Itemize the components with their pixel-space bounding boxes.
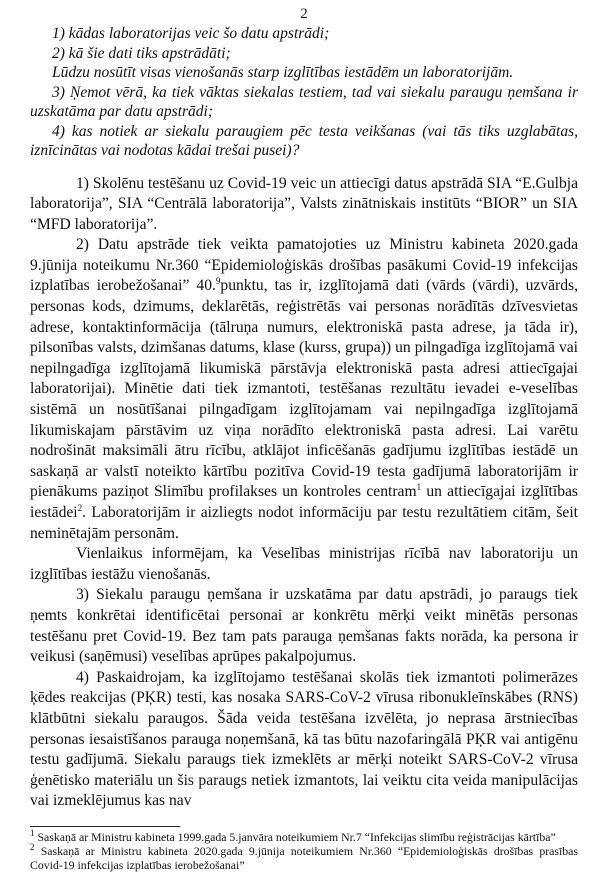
answer-body xyxy=(30,174,578,812)
question-4: 4) kas notiek ar siekalu paraugiem pēc testa veikšanas (vai tās tiks uzglabātas, iznīcinātas vai nodotas kādai trešai pusei)? xyxy=(30,122,578,159)
question-3: 3) Ņemot vērā, ka tiek vāktas siekalas testiem, tad vai siekalu paraugu ņemšana ir uzskatāma par datu apstrādi; xyxy=(30,83,578,120)
answer-2-part-b: punktu, tas ir, izglītojamā dati (vārds (vārdi), uzvārds, personas kods, dzimums, deklarētās, reģistrētās vai personas norādītās dzīvesvietas adrese, kontaktinformācija (tālruņa numurs, elektroniskā pasta adrese, ja tāda ir), pilsonības valsts, dzimšanas datums, klase (kurss, grupa)) un pilngadīga izglītojamā vai nepilngadīga izglītojamā likumiskā pārstāvja elektroniskā pasta adresi attiecīgajai laboratorijai). Minētie dati tiek izmantoti, testēšanas rezultātu ievadei e-veselības sistēmā un nosūtīšanai pilngadīgam izglītojamam vai nepilngadīga izglītojamā likumiskajam pārstāvim uz viņa norādīto elektroniskā pasta adresi. Lai varētu nodrošināt maksimāli ātru rīcību, atklājot inficēšanās gadījumu izglītības iestādē un saskaņā ar valstī noteikto kārtību pozitīva Covid-19 testa gadījumā laboratorijām ir pienākums paziņot Slimību profilakses un kontroles centram xyxy=(30,277,578,501)
footnote-ref-1: 1 xyxy=(416,482,422,493)
footnote-1-text: Saskaņā ar Ministru kabineta 1999.gada 5.janvāra noteikumiem Nr.7 “Infekcijas slimību reģistrācijas kārtība” xyxy=(34,829,556,844)
superscript-9: 9 xyxy=(215,276,221,287)
footnote-2-mark: 2 xyxy=(30,841,35,852)
footnote-2 xyxy=(30,841,578,872)
footnote-2-text: Saskaņā ar Ministru kabineta 2020.gada 9.jūnija noteikumiem Nr.360 “Epidemioloģiskās drošības prasības Covid-19 infekcijas izplatības ierobežošanai” xyxy=(30,843,578,872)
answer-paragraph-1: 1) Skolēnu testēšanu uz Covid-19 veic un attiecīgi datus apstrādā SIA “E.Gulbja laboratorija”, SIA “Centrālā laboratorija”, Valsts zinātniskais institūts “BIOR” un SIA “MFD laboratorija”. xyxy=(30,174,578,233)
answer-paragraph-4: 4) Paskaidrojam, ka izglītojamo testēšanai skolās tiek izmantoti polimerāzes ķēdes reakcijas (PĶR) testi, kas nosaka SARS-CoV-2 vīrusa ribonukleīnskābes (RNS) klātbūtni siekalu paraugos. Šāda veida testēšana izvēlēta, jo neprasa ārstniecības personas iesaistīšanos parauga noņemšanā, kā tas būtu nazofaringālā PĶR vai antigēnu testu gadījumā. Siekalu paraugs tiek izmeklēts ar mērķi noteikt SARS-CoV-2 vīrusa ģenētisko materiālu un šis paraugs netiek izmantots, lai veiktu cita veida manipulācijas vai izmeklējumus kas nav xyxy=(30,668,578,810)
answer-2-part-c: un attiecīgajai izglītības iestādei xyxy=(30,483,578,521)
document-page xyxy=(30,0,578,872)
question-request: Lūdzu nosūtīt visas vienošanās starp izglītības iestādēm un laboratorijām. xyxy=(52,64,514,81)
answer-2-part-d: . Laboratorijām ir aizliegts nodot informāciju par testu rezultātiem citām, šeit neminētajām personām. xyxy=(30,504,578,542)
footnote-1-mark: 1 xyxy=(30,827,35,838)
footnote-ref-2: 2 xyxy=(77,502,83,513)
answer-2-part-a: 2) Datu apstrāde tiek veikta pamatojoties uz Ministru kabineta 2020.gada 9.jūnija noteikumu Nr.360 “Epidemioloģiskās drošības pasākumi Covid-19 infekcijas izplatības ierobežošanai” 40. xyxy=(30,236,578,295)
footnote-divider xyxy=(30,826,180,827)
answer-paragraph-3: 3) Siekalu paraugu ņemšana ir uzskatāma par datu apstrādi, jo paraugs tiek ņemts konkrētai identificētai personai ar konkrētu mērķi veikt minētās personas testēšanu pret Covid-19. Bez tam pats parauga ņemšanas fakts norāda, ka persona ir veikusi (saņēmusi) veselības aprūpes pakalpojumus. xyxy=(30,586,578,666)
page-number: 2 xyxy=(300,6,308,22)
question-block xyxy=(30,24,578,161)
answer-paragraph-2 xyxy=(30,235,578,544)
question-2: 2) kā šie dati tiks apstrādāti; xyxy=(52,44,231,62)
footnote-1 xyxy=(30,827,578,844)
answer-paragraph-no-agreements: Vienlaikus informējam, ka Veselības ministrijas rīcībā nav laboratoriju un izglītības iestāžu vienošanās. xyxy=(30,545,578,583)
question-1: 1) kādas laboratorijas veic šo datu apstrādi; xyxy=(52,25,330,42)
